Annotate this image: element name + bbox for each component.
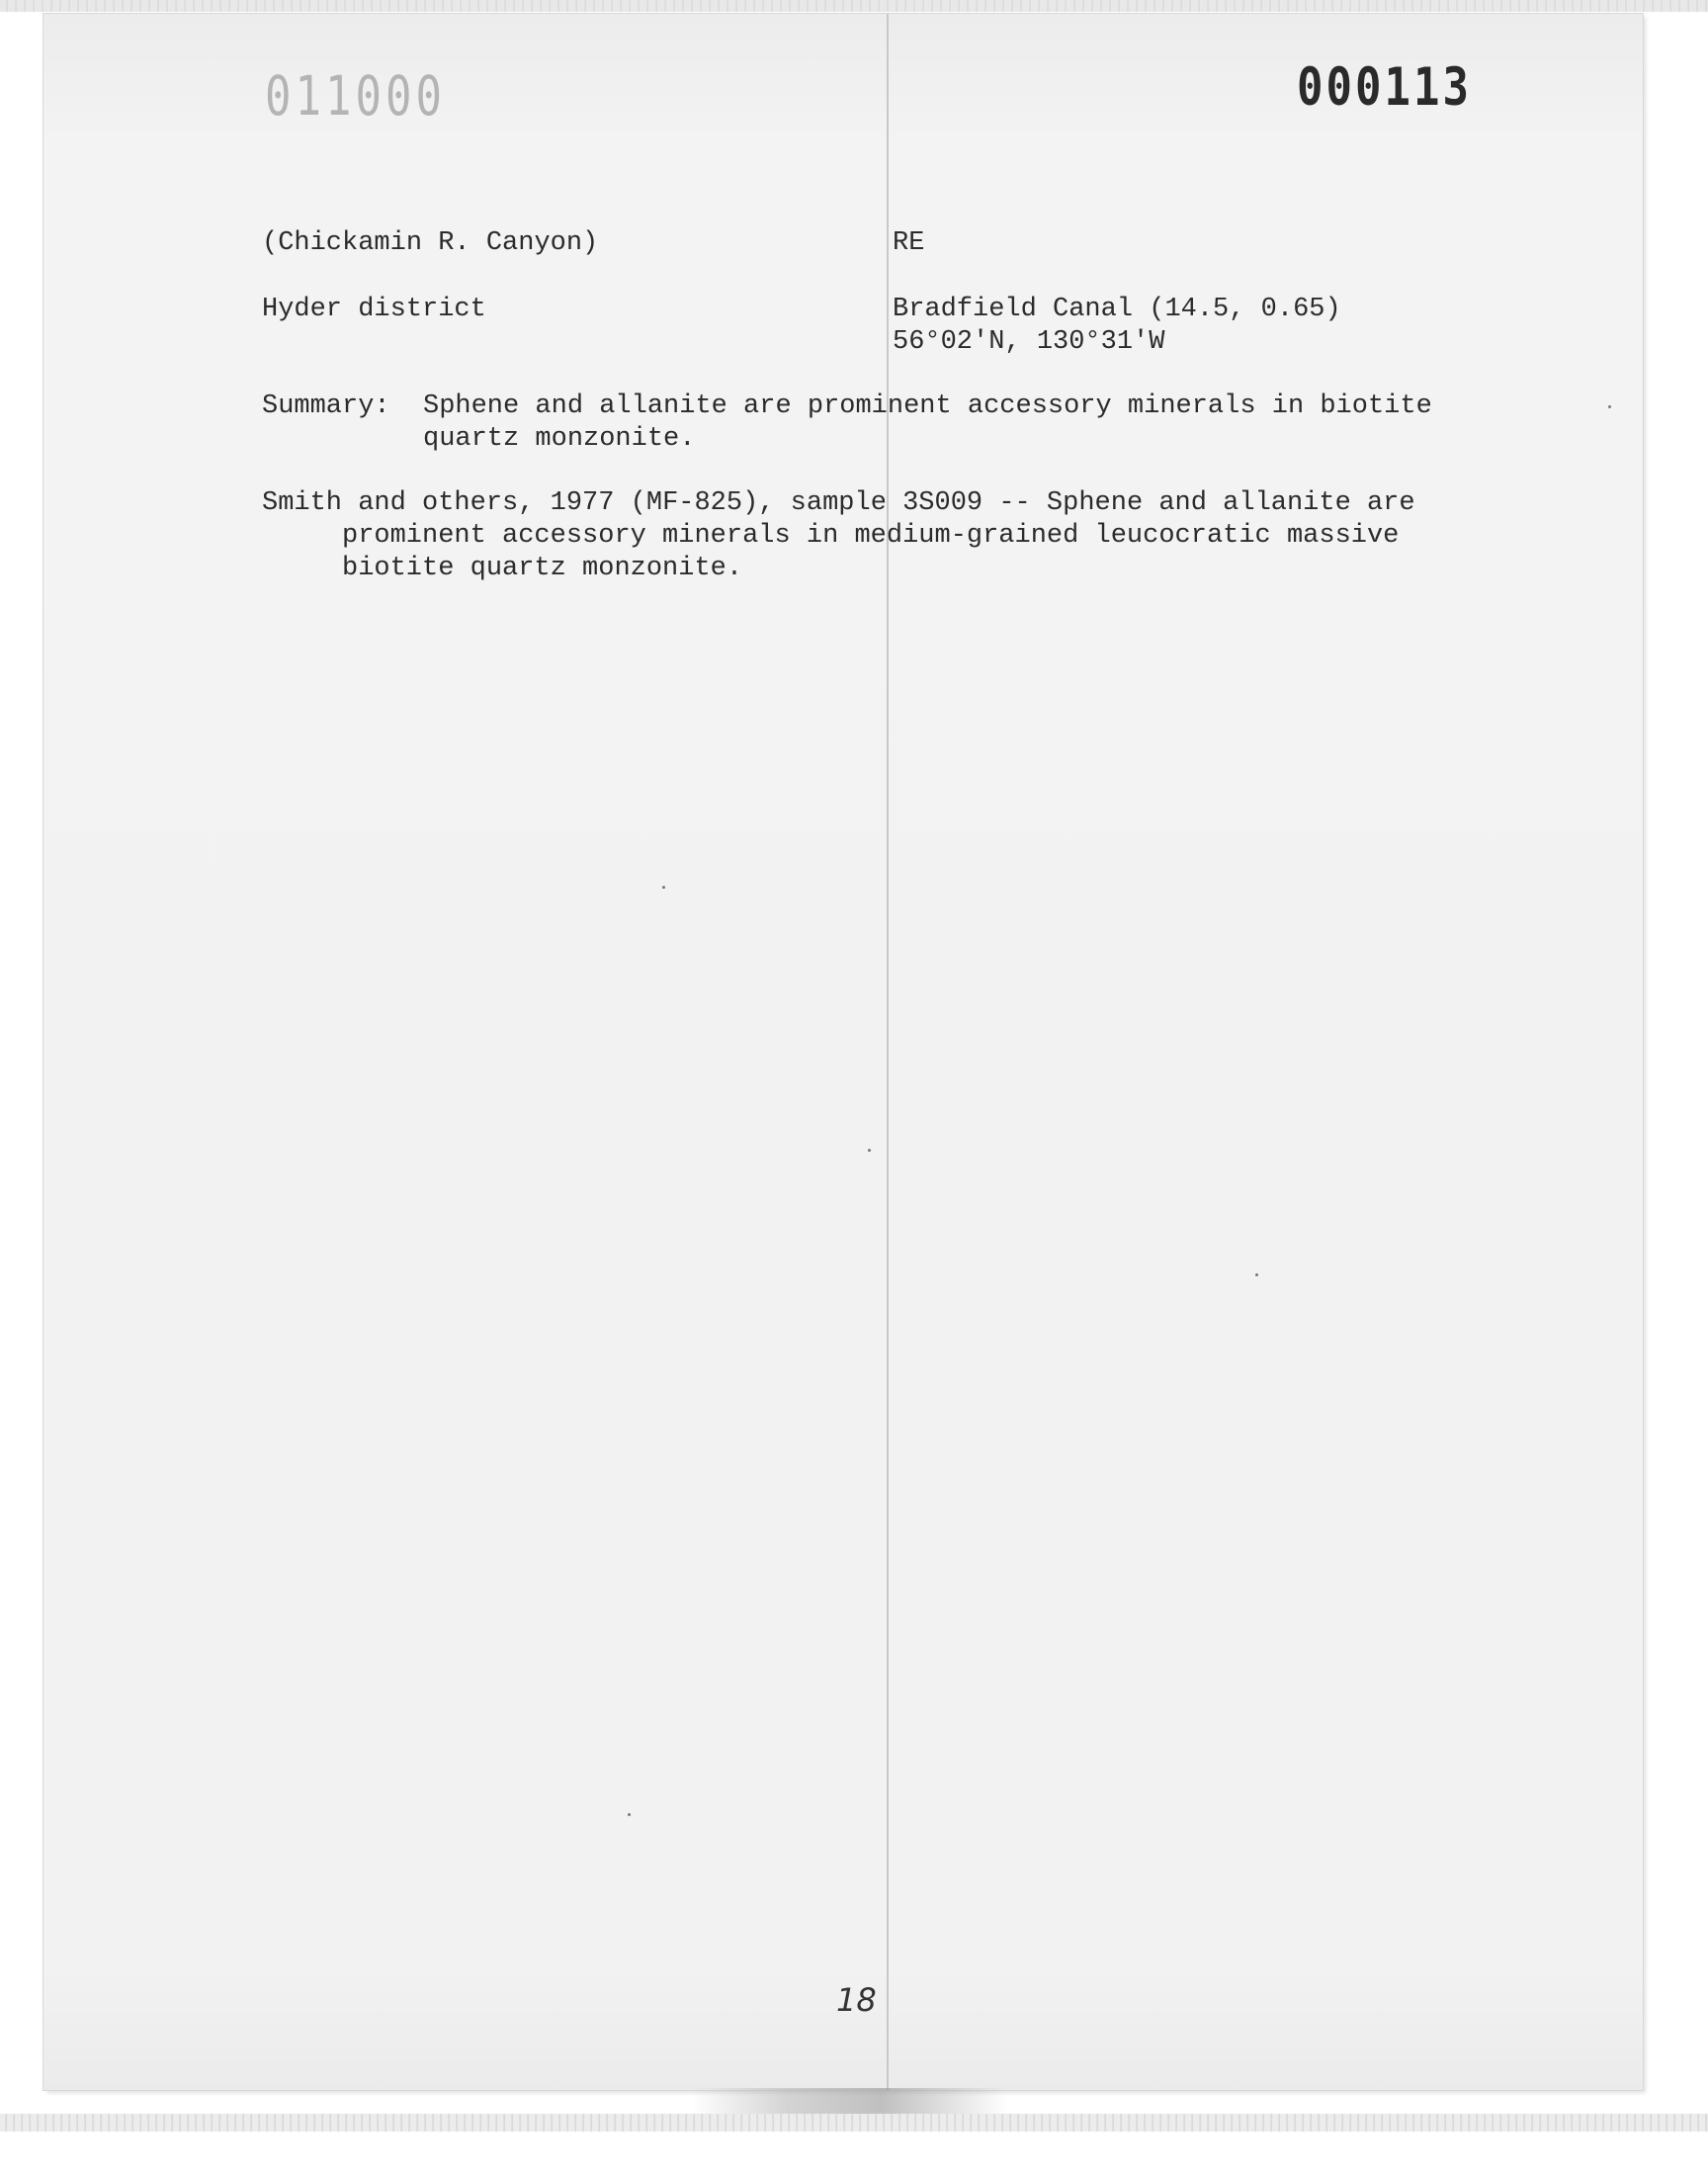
summary-line-1: Sphene and allanite are prominent accessory minerals in biotite bbox=[423, 392, 1432, 421]
center-fold-line bbox=[887, 14, 889, 2090]
district-label: Hyder district bbox=[262, 295, 486, 324]
faint-stamp-number: 011000 bbox=[265, 65, 446, 129]
reference-line-1: Smith and others, 1977 (MF-825), sample 3S009 -- Sphene and allanite are bbox=[262, 488, 1415, 518]
coordinates-label: 56°02'N, 130°31'W bbox=[893, 327, 1165, 357]
scanner-bottom-shadow bbox=[692, 2088, 1008, 2114]
summary-line-2: quartz monzonite. bbox=[423, 424, 696, 454]
paper-speck bbox=[662, 886, 665, 889]
summary-heading: Summary: bbox=[262, 392, 390, 421]
paper-speck bbox=[1255, 1273, 1258, 1276]
scanner-top-strip bbox=[0, 0, 1708, 12]
scanner-bottom-strip bbox=[0, 2114, 1708, 2132]
document-number-stamp: 000113 bbox=[1297, 57, 1472, 119]
commodity-code: RE bbox=[893, 228, 925, 258]
quadrangle-label: Bradfield Canal (14.5, 0.65) bbox=[893, 295, 1341, 324]
paper-speck bbox=[868, 1149, 871, 1152]
reference-line-3: biotite quartz monzonite. bbox=[342, 554, 743, 583]
paper-speck bbox=[1608, 405, 1611, 408]
location-label: (Chickamin R. Canyon) bbox=[262, 228, 599, 258]
page-number: 18 bbox=[836, 1981, 877, 2019]
paper-speck bbox=[628, 1813, 631, 1816]
reference-line-2: prominent accessory minerals in medium-grained leucocratic massive bbox=[342, 521, 1400, 551]
